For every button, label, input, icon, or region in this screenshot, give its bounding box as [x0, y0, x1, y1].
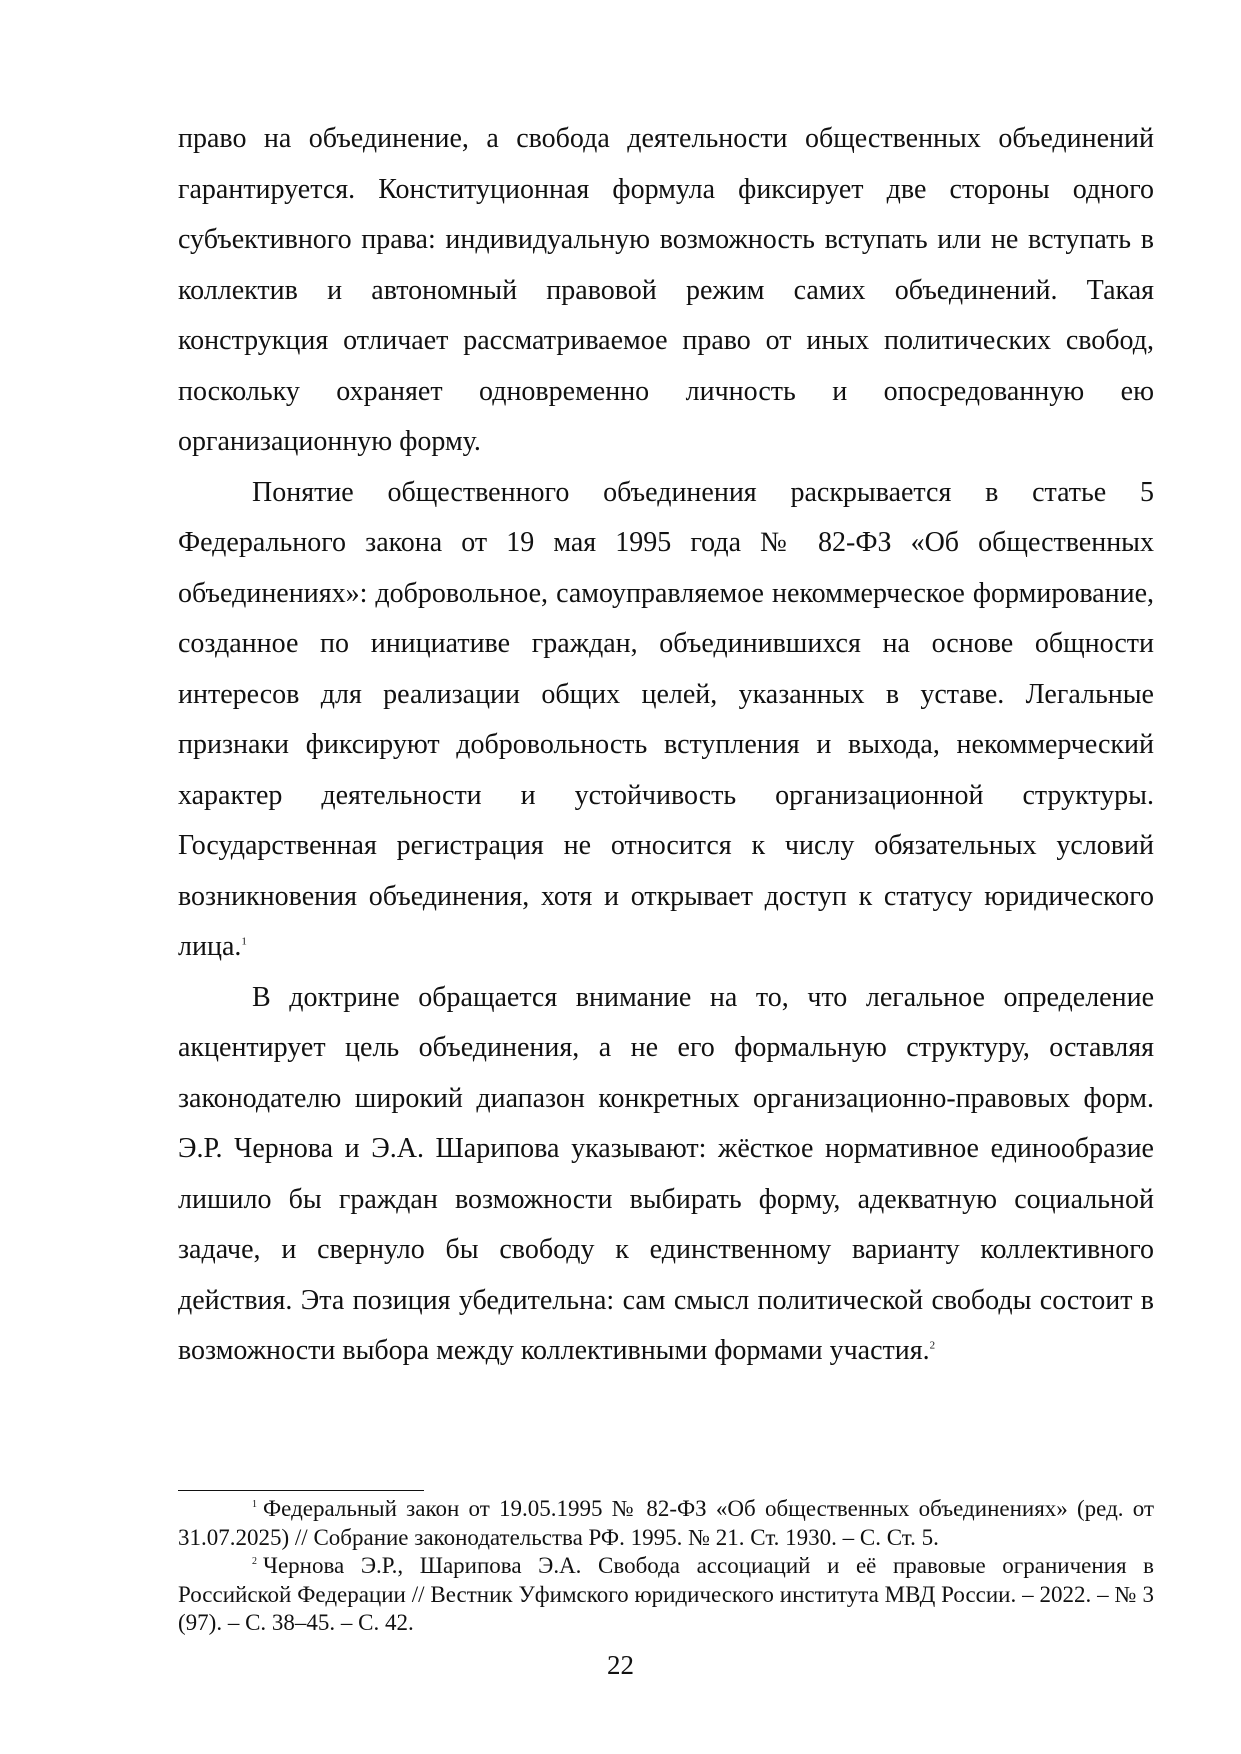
footnote-reference[interactable]: 2: [929, 1339, 936, 1352]
footnote-mark: 1: [252, 1499, 257, 1511]
footnote: [178, 1552, 1154, 1638]
footnote-text: Чернова Э.Р., Шарипова Э.А. Свобода ассоциаций и её правовые ограничения в Российской Федерации // Вестник Уфимского юридического института МВД России. – 2022. – № 3 (97). – С. 38–45. – С. 42.: [178, 1553, 1154, 1635]
footnote-reference[interactable]: 1: [241, 935, 247, 948]
paragraph-text: право на объединение, а свобода деятельности общественных объединений гарантируется. Конституционная формула фиксирует две стороны одного субъективного права: индивидуальную возможность вступать или не вступать в коллектив и автономный правовой режим самих объединений. Такая конструкция отличает рассматриваемое право от иных политических свобод, поскольку охраняет одновременно личность и опосредованную ею организационную форму.: [178, 123, 1154, 457]
footnote-separator: [178, 1490, 424, 1491]
paragraph: [178, 114, 1154, 468]
footnote: [178, 1495, 1154, 1552]
footnotes: [178, 1495, 1154, 1638]
footnote-mark: 2: [252, 1556, 257, 1568]
paragraph-text: Понятие общественного объединения раскрывается в статье 5 Федерального закона от 19 мая 1995 года № 82-ФЗ «Об общественных объединениях»: добровольное, самоуправляемое некоммерческое формирование, созданное по инициативе граждан, объединившихся на основе общности интересов для реализации общих целей, указанных в уставе. Легальные признаки фиксируют добровольность вступления и выхода, некоммерческий характер деятельности и устойчивость организационной структуры. Государственная регистрация не относится к числу обязательных условий возникновения объединения, хотя и открывает доступ к статусу юридического лица.: [178, 476, 1154, 962]
footnote-text: Федеральный закон от 19.05.1995 № 82-ФЗ «Об общественных объединениях» (ред. от 31.07.2025) // Собрание законодательства РФ. 1995. № 21. Ст. 1930. – С. Ст. 5.: [178, 1496, 1154, 1550]
main-text: [178, 114, 1154, 1377]
paragraph-text: В доктрине обращается внимание на то, что легальное определение акцентирует цель объединения, а не его формальную структуру, оставляя законодателю широкий диапазон конкретных организационно-правовых форм. Э.Р. Чернова и Э.А. Шарипова указывают: жёсткое нормативное единообразие лишило бы граждан возможности выбирать форму, адекватную социальной задаче, и свернуло бы свободу к единственному варианту коллективного действия. Эта позиция убедительна: сам смысл политической свободы состоит в возможности выбора между коллективными формами участия.: [178, 981, 1154, 1366]
paragraph: [178, 973, 1154, 1377]
page-number: 22: [607, 1650, 634, 1680]
paragraph: [178, 468, 1154, 973]
